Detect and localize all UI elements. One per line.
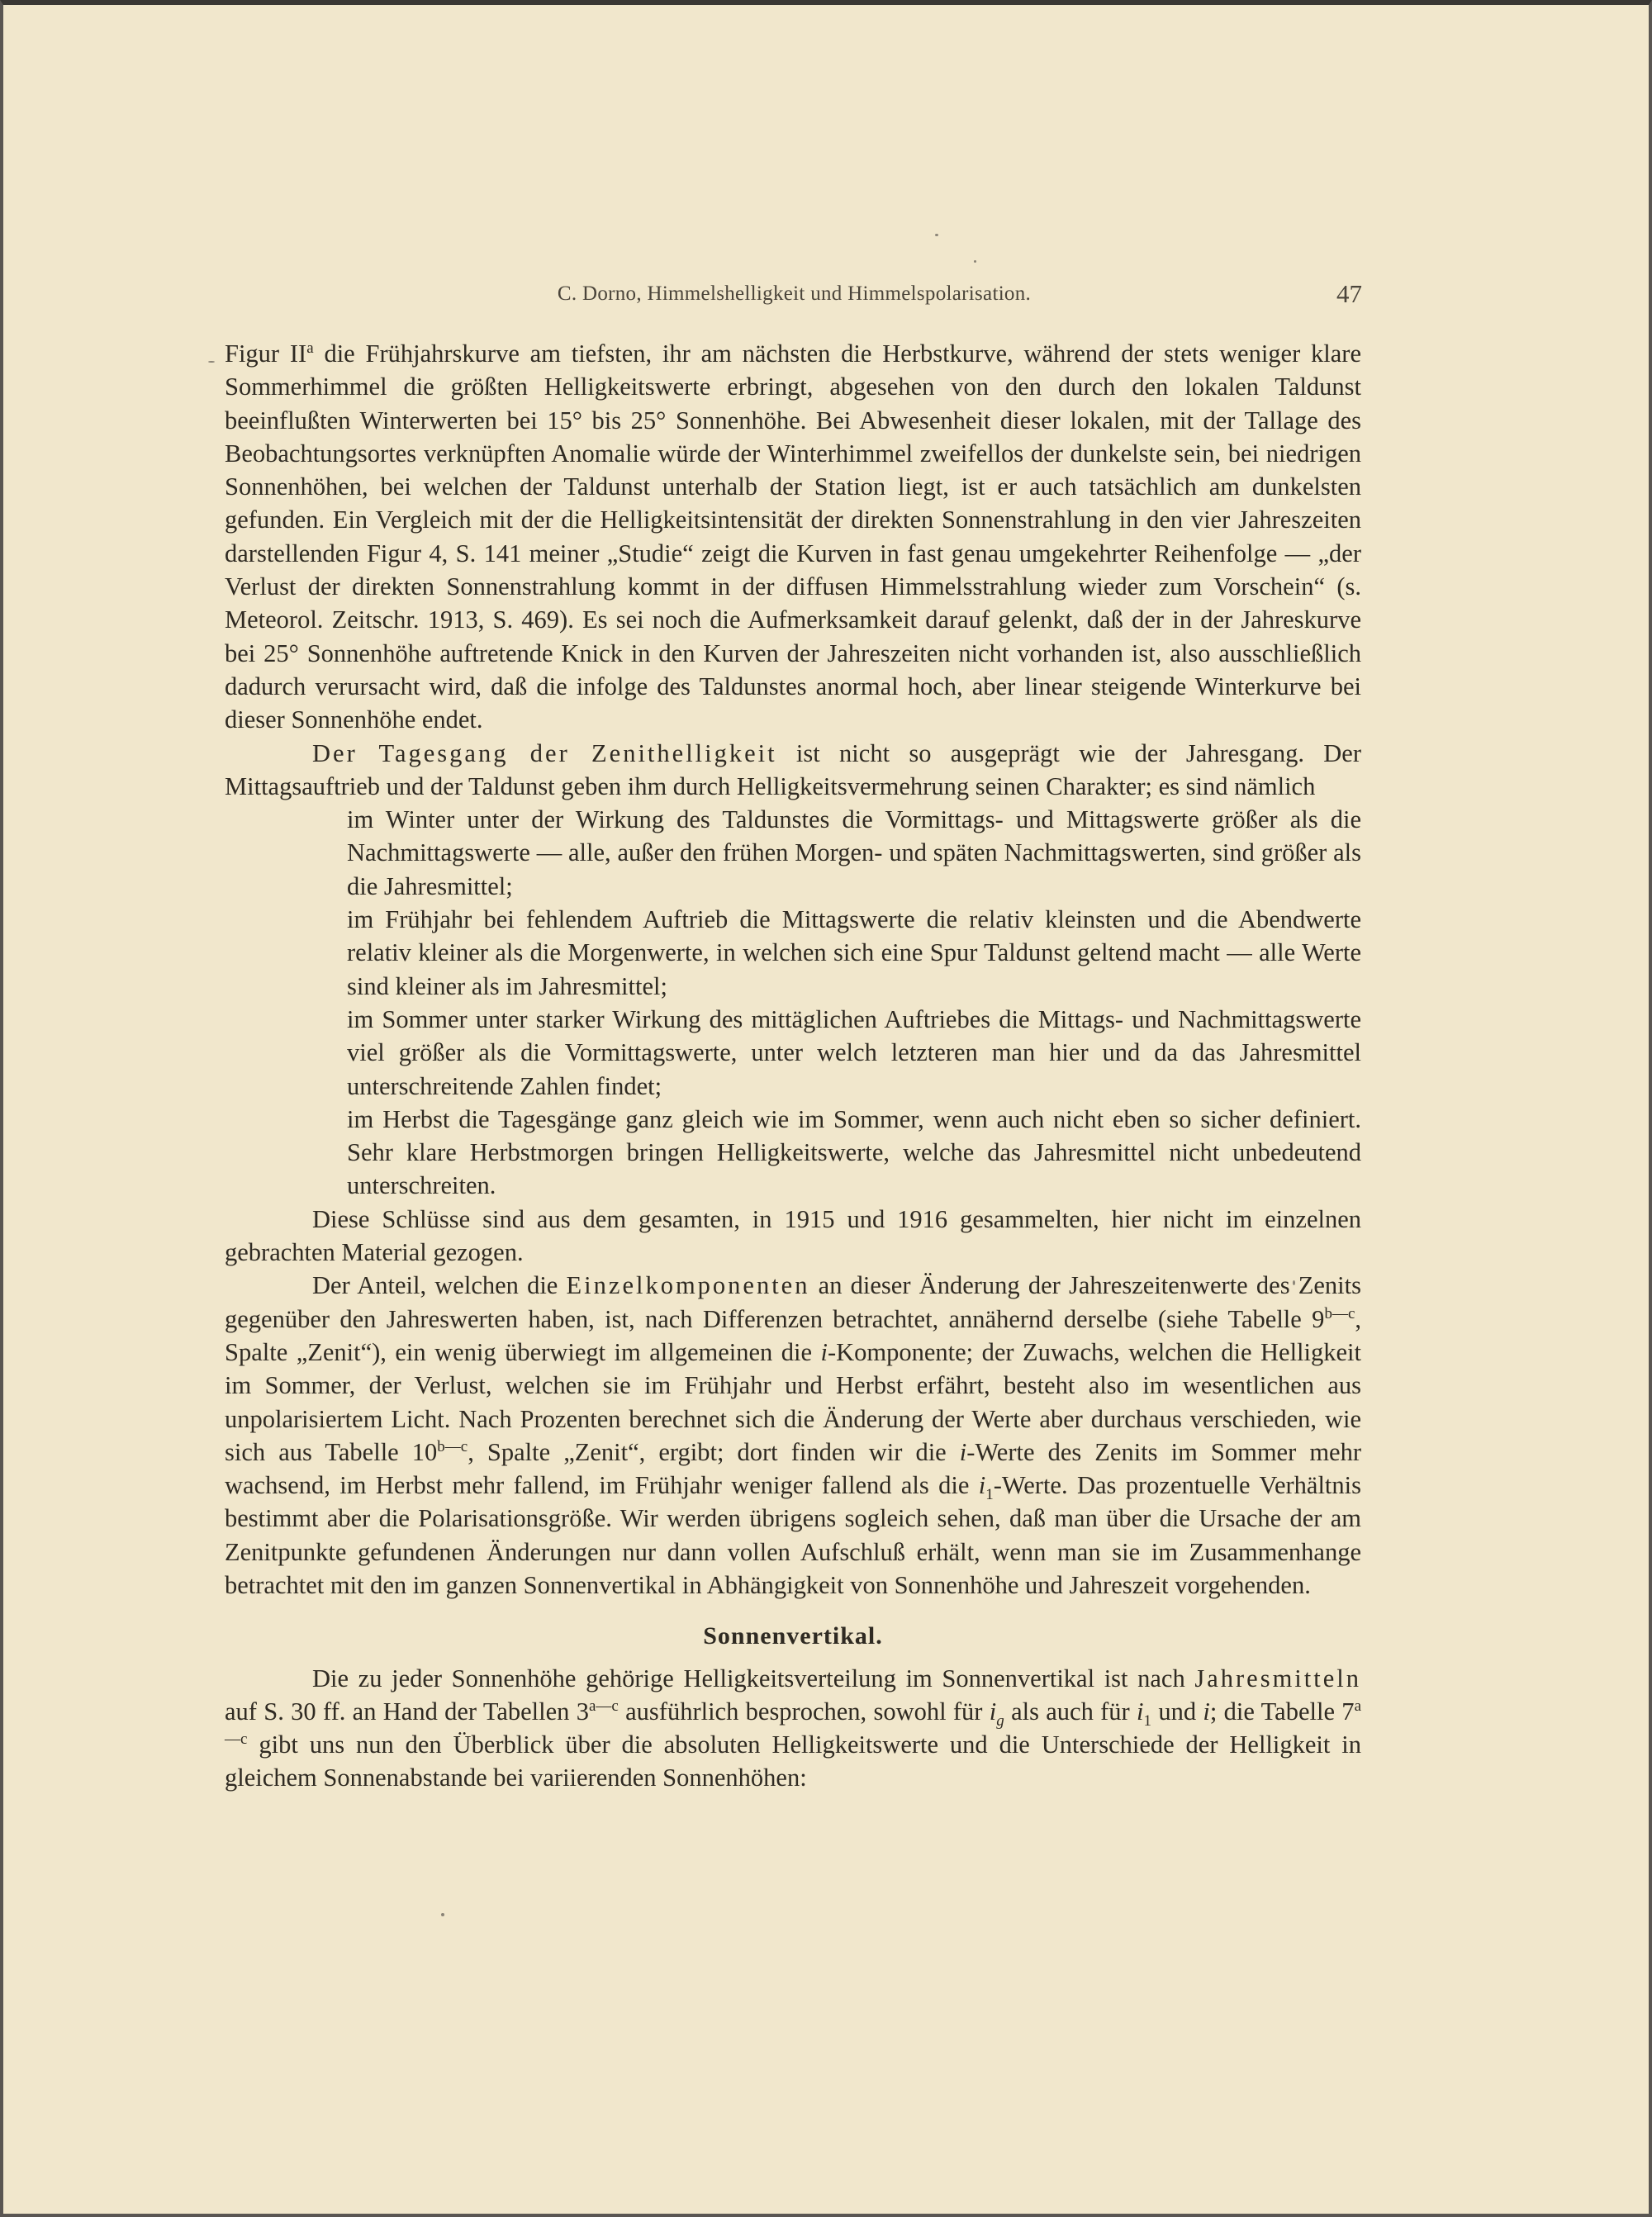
text-run: auf S. 30 ff. an Hand der Tabellen 3: [225, 1697, 589, 1726]
paper-speck: [974, 260, 976, 263]
paragraph: Diese Schlüsse sind aus dem gesamten, in 1915 und 1916 gesammelten, hier nicht im einzelnen gebrachten Material gezogen.: [225, 1204, 1361, 1267]
text-run: ausführlich besprochen, sowohl für: [618, 1697, 990, 1726]
season-list: [225, 803, 1361, 1203]
text-run: , Spalte „Zenit“), ein wenig überwiegt im allgemeinen die: [225, 1304, 1361, 1366]
spaced-emphasis: Jahresmitteln: [1194, 1664, 1361, 1692]
paper-speck: [935, 234, 938, 236]
text-run: und: [1151, 1697, 1203, 1726]
superscript: b—c: [1324, 1304, 1355, 1322]
spaced-emphasis: Einzelkomponenten: [566, 1271, 810, 1300]
italic-symbol: i: [978, 1471, 986, 1500]
spaced-emphasis: Der Tagesgang der Zenithelligkeit: [312, 738, 777, 767]
italic-symbol: i: [989, 1697, 997, 1726]
italic-symbol: i: [1203, 1697, 1210, 1726]
section-heading: Sonnenvertikal.: [703, 1622, 883, 1650]
running-head-title: C. Dorno, Himmelshelligkeit und Himmelspolarisation.: [557, 282, 1032, 305]
paragraph: [225, 1662, 1361, 1795]
list-item: im Herbst die Tagesgänge ganz gleich wie im Sommer, wenn auch nicht eben so sicher definiert. Sehr klare Herbstmorgen bringen Helligkeitswerte, welche das Jahresmittel nicht unbedeutend unterschreiten.: [347, 1104, 1361, 1200]
text-run: , Spalte „Zenit“, ergibt; dort finden wir die: [468, 1437, 960, 1466]
paper-speck: [208, 361, 215, 363]
text-run: gibt uns nun den Überblick über die absoluten Helligkeitswerte und die Unterschiede der Helligkeit in gleichem Sonnenabstande bei variierenden Sonnenhöhen:: [225, 1730, 1361, 1792]
text-run: -Komponente; der Zuwachs, welchen die Helligkeit im Sommer, der Verlust, welchen sie im Frühjahr und Herbst erfährt, besteht also im wesentlichen aus unpolarisiertem Licht. Nach Prozenten berechnet sich die Änderung der Werte aber durchaus verschieden, wie sich aus Tabelle 10: [225, 1337, 1361, 1466]
text-run: -Werte des Zenits im Sommer mehr wachsend, im Herbst mehr fallend, im Frühjahr weniger fallend als die: [225, 1437, 1361, 1500]
text-run: als auch für: [1004, 1697, 1137, 1726]
paragraph: [225, 337, 1361, 737]
text-run: Der Anteil, welchen die: [312, 1271, 567, 1300]
text-run: Figur II: [225, 339, 307, 368]
body-text: [225, 337, 1361, 1795]
subscript: 1: [985, 1486, 994, 1504]
superscript: a—c: [588, 1697, 619, 1715]
paper-speck: [441, 1913, 444, 1916]
list-item: im Sommer unter starker Wirkung des mittäglichen Auftriebes die Mittags- und Nachmittagswerte viel größer als die Vormittagswerte, unter welch letzteren man hier und da das Jahresmittel unterschreitende Zahlen findet;: [347, 1004, 1361, 1100]
superscript: a: [306, 339, 314, 357]
text-run: die Frühjahrskurve am tiefsten, ihr am nächsten die Herbstkurve, während der stets weniger klare Sommerhimmel die größten Helligkeitswerte erbringt, abgesehen von den durch den lokalen Taldunst beeinflußten Winterwerten bei 15° bis 25° Sonnenhöhe. Bei Abwesenheit dieser lokalen, mit der Tallage des Beobachtungsortes verknüpften Anomalie würde der Winterhimmel zweifellos der dunkelste sein, bei niedrigen Sonnenhöhen, bei welchen der Taldunst unterhalb der Station liegt, ist er auch tatsächlich am dunkelsten gefunden. Ein Vergleich mit der die Helligkeitsintensität der direkten Sonnenstrahlung in den vier Jahreszeiten darstellenden Figur 4, S. 141 meiner „Studie“ zeigt die Kurven in fast genau umgekehrter Reihenfolge — „der Verlust der direkten Sonnenstrahlung kommt in der diffusen Himmelsstrahlung wieder zum Vorschein“ (s. Meteorol. Zeitschr. 1913, S. 469). Es sei noch die Aufmerksamkeit darauf gelenkt, daß der in der Jahreskurve bei 25° Sonnenhöhe auftretende Knick in den Kurven der Jahreszeiten nicht vorhanden ist, also ausschließlich dadurch verursacht wird, daß die infolge des Taldunstes anormal hoch, aber linear steigende Winterkurve bei dieser Sonnenhöhe endet.: [225, 339, 1361, 734]
text-run: an dieser Änderung der Jahreszeitenwerte des Zenits gegenüber den Jahreswerten haben, ist, nach Differenzen betrachtet, annähernd derselbe (siehe Tabelle 9: [225, 1271, 1361, 1333]
running-head: [226, 279, 1362, 312]
list-item: im Winter unter der Wirkung des Taldunstes die Vormittags- und Mittagswerte größer als die Nachmittagswerte — alle, außer den frühen Morgen- und späten Nachmittagswerten, sind größer als die Jahresmittel;: [347, 805, 1361, 900]
list-item: im Frühjahr bei fehlendem Auftrieb die Mittagswerte die relativ kleinsten und die Abendwerte relativ kleiner als die Morgenwerte, in welchen sich eine Spur Taldunst geltend macht — alle Werte sind kleiner als im Jahresmittel;: [347, 905, 1361, 1000]
superscript: a—c: [225, 1697, 1361, 1749]
italic-symbol: i: [959, 1437, 967, 1466]
italic-symbol: i: [820, 1337, 828, 1366]
page-number: 47: [1336, 279, 1362, 308]
paragraph: [225, 1269, 1361, 1602]
subscript: g: [996, 1711, 1004, 1730]
text-run: ; die Tabelle 7: [1209, 1697, 1355, 1726]
text-run: ist nicht so ausgeprägt wie der Jahresgang. Der Mittagsauftrieb und der Taldunst geben ihm durch Helligkeitsvermehrung seinen Charakter; es sind nämlich: [225, 738, 1361, 800]
subscript: 1: [1143, 1711, 1152, 1730]
superscript: b—c: [437, 1437, 468, 1455]
paragraph: [225, 737, 1361, 804]
text-run: -Werte. Das prozentuelle Verhältnis bestimmt aber die Polarisationsgröße. Wir werden übrigens sogleich sehen, daß man über die Ursache der am Zenitpunkte gefundenen Änderungen nur dann vollen Aufschluß erhält, wenn man sie im Zusammenhange betrachtet mit den im ganzen Sonnenvertikal in Abhängigkeit von Sonnenhöhe und Jahreszeit vorgehenden.: [225, 1471, 1361, 1599]
italic-symbol: i: [1137, 1697, 1144, 1726]
text-run: Die zu jeder Sonnenhöhe gehörige Helligkeitsverteilung im Sonnenvertikal ist nach: [312, 1664, 1195, 1692]
